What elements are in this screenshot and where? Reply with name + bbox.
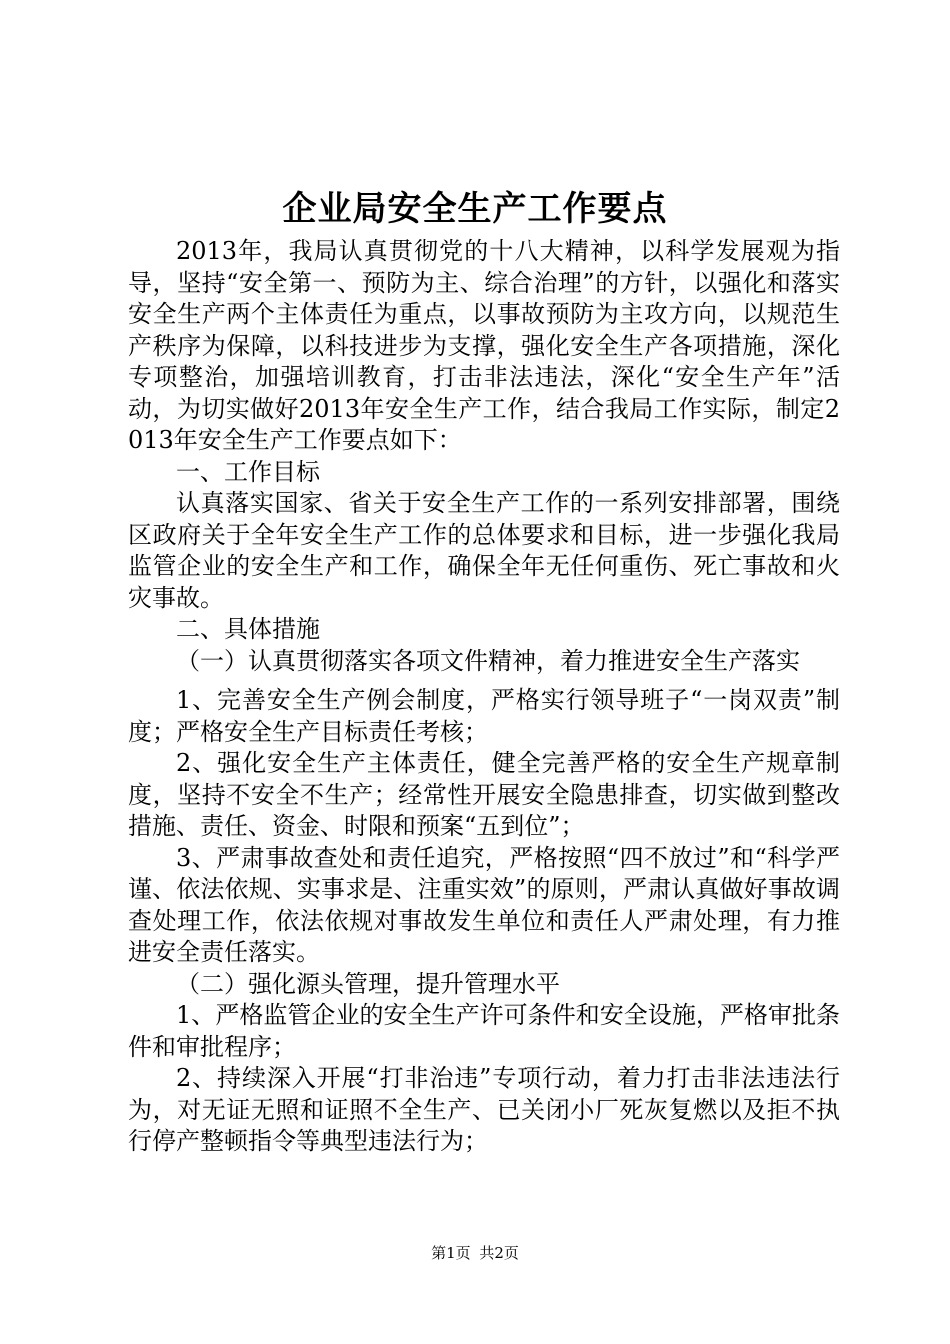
section-heading-goals: 一、工作目标 bbox=[176, 457, 320, 486]
document-title: 企业局安全生产工作要点 bbox=[282, 189, 668, 229]
measure-item-1-3: 3、严肃事故查处和责任追究，严格按照“四不放过”和“科学严谨、依法依规、实事求是、注重实效”的原则，严肃认真做好事故调查处理工作，依法依规对事故发生单位和责任人严肃处理，有力推进安全责任落实。 bbox=[128, 843, 840, 966]
page-footer: 第1页 共2页 bbox=[431, 1244, 519, 1262]
subsection-heading-2: （二）强化源头管理，提升管理水平 bbox=[176, 969, 560, 998]
measure-item-2-2: 2、持续深入开展“打非治违”专项行动，着力打击非法违法行为，对无证无照和证照不全生产、已关闭小厂死灰复燃以及拒不执行停产整顿指令等典型违法行为； bbox=[128, 1064, 840, 1155]
goals-paragraph: 认真落实国家、省关于安全生产工作的一系列安排部署，围绕区政府关于全年安全生产工作的总体要求和目标，进一步强化我局监管企业的安全生产和工作，确保全年无任何重伤、死亡事故和火灾事故。 bbox=[128, 489, 840, 612]
measure-item-1-1: 1、完善安全生产例会制度，严格实行领导班子“一岗双责”制度；严格安全生产目标责任考核； bbox=[128, 686, 840, 746]
measure-item-2-1: 1、严格监管企业的安全生产许可条件和安全设施，严格审批条件和审批程序； bbox=[128, 1001, 840, 1061]
document-body bbox=[128, 236, 840, 1158]
section-heading-measures: 二、具体措施 bbox=[176, 615, 320, 643]
intro-paragraph: 2013年，我局认真贯彻党的十八大精神，以科学发展观为指导，坚持“安全第一、预防为主、综合治理”的方针，以强化和落实安全生产两个主体责任为重点，以事故预防为主攻方向，以规范生产秩序为保障，以科技进步为支撑，强化安全生产各项措施，深化专项整治，加强培训教育，打击非法违法，深化“安全生产年”活动，为切实做好2013年安全生产工作，结合我局工作实际，制定2013年安全生产工作要点如下： bbox=[128, 237, 840, 454]
subsection-heading-1: （一）认真贯彻落实各项文件精神，着力推进安全生产落实 bbox=[176, 646, 800, 675]
measure-item-1-2: 2、强化安全生产主体责任，健全完善严格的安全生产规章制度，坚持不安全不生产；经常性开展安全隐患排查，切实做到整改措施、责任、资金、时限和预案“五到位”； bbox=[128, 749, 840, 840]
